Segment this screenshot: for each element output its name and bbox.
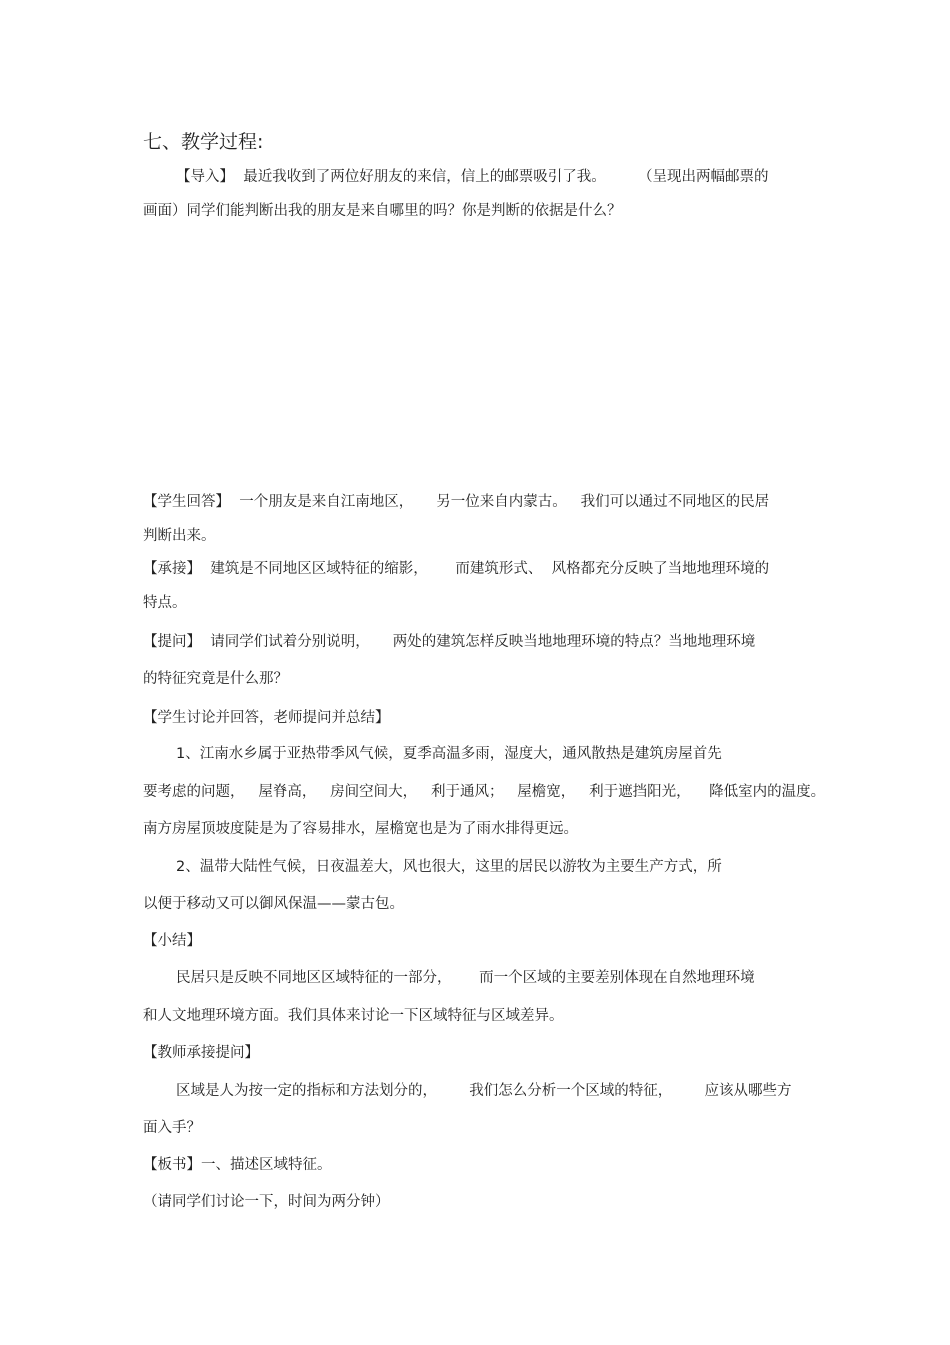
intro-line-2: 画面）同学们能判断出我的朋友是来自哪里的吗？你是判断的依据是什么？ (143, 203, 622, 219)
discussion-label: 【学生讨论并回答，老师提问并总结】 (143, 710, 390, 726)
transition-line-1: 【承接】 建筑是不同地区区域特征的缩影， 而建筑形式、 风格都充分反映了当地地理环境的 (143, 561, 770, 577)
point-1-line-2: 要考虑的问题， 屋脊高， 房间空间大， 利于通风； 屋檐宽， 利于遮挡阳光， 降低室内的温度。 (143, 784, 826, 800)
summary-line-2: 和人文地理环境方面。我们具体来讨论一下区域特征与区域差异。 (143, 1008, 564, 1024)
summary-label: 【小结】 (143, 933, 201, 949)
teacher-question-line-1: 区域是人为按一定的指标和方法划分的， 我们怎么分析一个区域的特征， 应该从哪些方 (176, 1083, 792, 1099)
summary-line-1: 民居只是反映不同地区区域特征的一部分， 而一个区域的主要差别体现在自然地理环境 (176, 970, 755, 986)
student-answer-line-2: 判断出来。 (143, 528, 216, 544)
section-heading: 七、教学过程: (143, 131, 264, 153)
board-note: 【板书】一、描述区域特征。 (143, 1157, 332, 1173)
discussion-instruction: （请同学们讨论一下，时间为两分钟） (143, 1194, 390, 1210)
teacher-question-label: 【教师承接提问】 (143, 1045, 259, 1061)
teacher-question-line-2: 面入手？ (143, 1120, 201, 1136)
student-answer-line-1: 【学生回答】 一个朋友是来自江南地区， 另一位来自内蒙古。 我们可以通过不同地区的民居 (143, 494, 770, 510)
point-1-line-3: 南方房屋顶坡度陡是为了容易排水，屋檐宽也是为了雨水排得更远。 (143, 821, 578, 837)
point-2-line-1: 2、温带大陆性气候，日夜温差大，风也很大，这里的居民以游牧为主要生产方式，所 (176, 859, 722, 875)
point-1-line-1: 1、江南水乡属于亚热带季风气候，夏季高温多雨，湿度大，通风散热是建筑房屋首先 (176, 746, 722, 762)
transition-line-2: 特点。 (143, 595, 187, 611)
question-line-2: 的特征究竟是什么那？ (143, 671, 288, 687)
question-line-1: 【提问】 请同学们试着分别说明， 两处的建筑怎样反映当地地理环境的特点？当地地理环境 (143, 634, 756, 650)
intro-line-1: 【导入】 最近我收到了两位好朋友的来信，信上的邮票吸引了我。 （呈现出两幅邮票的 (176, 169, 769, 185)
point-2-line-2: 以便于移动又可以御风保温——蒙古包。 (143, 896, 404, 912)
